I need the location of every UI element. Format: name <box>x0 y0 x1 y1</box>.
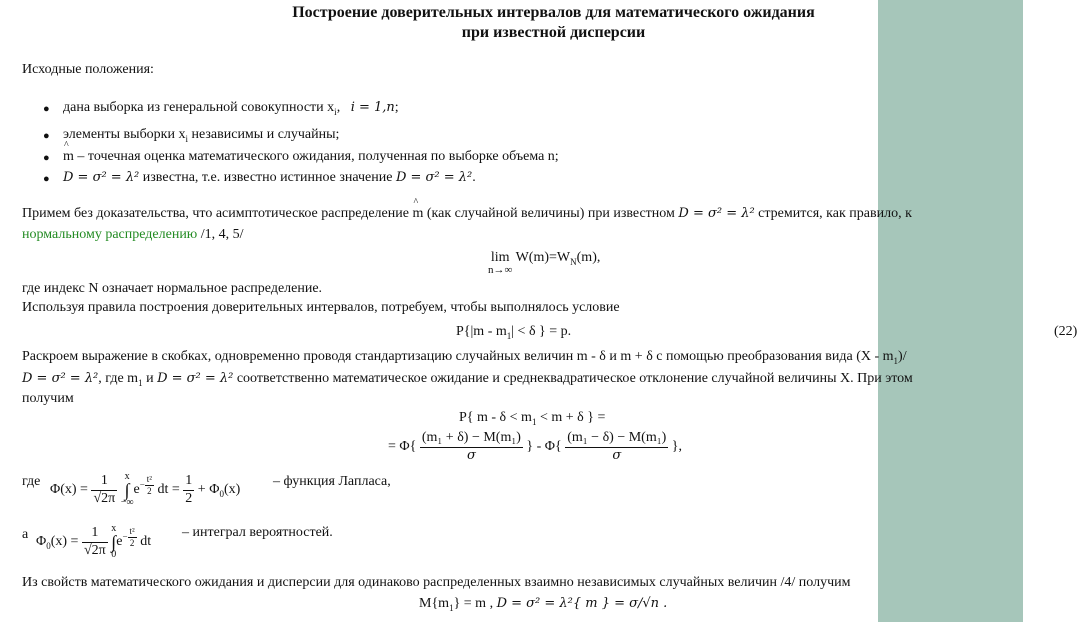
title-line-2: при известной дисперсии <box>461 24 646 41</box>
bullet-4 <box>63 170 476 187</box>
para2-post: с помощью преобразования вида (X - m <box>652 349 894 364</box>
pi-exp-num: t² <box>129 526 135 537</box>
bullet-4-text: известна, т.е. известно истинное значение <box>139 170 396 185</box>
lim-body: W(m)=W <box>515 250 571 265</box>
eq-p-row1-sub: 1 <box>531 416 537 427</box>
bullet-dot: ● <box>43 103 50 115</box>
limit-operator <box>488 250 512 277</box>
para2-l2-c: соответственно математическое ожидание и среднеквадратическое отклонение случайной величины X. При этом <box>233 371 913 386</box>
probability-integral-description: – интеграл вероятностей. <box>182 525 333 540</box>
properties-line: Из свойств математического ожидания и дисперсии для одинаково распределенных взаимно независимых случайных величин /4/ получим <box>22 575 851 590</box>
bullet-dot: ● <box>43 152 50 164</box>
where-label: где <box>22 474 41 489</box>
final-sub: 1 <box>449 602 454 613</box>
pi-exp-den: 2 <box>129 538 135 548</box>
para1-pre: Примем без доказательства, что асимптотическое распределение <box>22 206 413 221</box>
fraction-2 <box>565 430 668 463</box>
equation-22 <box>456 324 571 342</box>
laplace-plus-end: (x) <box>223 482 241 498</box>
pi-exp-sign: − <box>122 531 128 542</box>
pi-int-top: x <box>111 523 117 534</box>
half-num: 1 <box>183 473 194 491</box>
integral-sign: ∫ <box>124 480 130 500</box>
eq-p-row1: P{ m - δ < m <box>459 410 532 425</box>
bullet-1-sub: i <box>334 106 337 117</box>
para2-expr-b: m + δ <box>620 349 653 364</box>
para2-expr-a: m - δ <box>576 349 606 364</box>
paragraph-1-line-1 <box>22 206 912 223</box>
integral-sign: ∫ <box>111 532 117 552</box>
title-line-1: Построение доверительных интервалов для математического ожидания <box>292 4 815 21</box>
bullet-2-pre: элементы выборки x <box>63 127 186 142</box>
laplace-formula <box>50 472 240 508</box>
laplace-integral <box>121 472 134 508</box>
para1-formula: D = σ² = λ² <box>678 206 755 221</box>
eq-p-row1-end: < m + δ } = <box>536 410 606 425</box>
laplace-int-bot: −∞ <box>120 497 134 508</box>
laplace-lhs: Φ(x) = <box>50 482 88 498</box>
page-title <box>22 3 1085 43</box>
document-content <box>22 0 1082 622</box>
m-hat-symbol: ^ m <box>63 149 74 166</box>
paragraph-2-line-3: получим <box>22 391 74 406</box>
para2-l2-b: и <box>142 371 158 386</box>
para2-formula: D = σ² = λ² <box>22 371 99 386</box>
pi-coef-num: 1 <box>82 525 108 543</box>
pi-dt: dt <box>140 534 152 550</box>
intro-label: Исходные положения: <box>22 62 154 77</box>
bullet-2 <box>63 127 339 145</box>
m-hat-symbol: ^ m <box>412 206 423 223</box>
pi-exponent <box>122 526 136 549</box>
lim-text: lim <box>490 250 510 265</box>
laplace-dt: dt = <box>157 482 180 498</box>
laplace-plus-sub: 0 <box>219 489 224 500</box>
laplace-exp-den: 2 <box>147 486 152 496</box>
laplace-int-top: x <box>124 471 130 482</box>
eq22-rest: | < δ } = p. <box>511 324 572 339</box>
paragraph-2-line-2 <box>22 371 913 389</box>
pi-lhs-sub: 0 <box>46 541 51 552</box>
bullet-1-text: дана выборка из генеральной совокупности x <box>63 100 335 115</box>
condition-intro: Используя правила построения доверительных интервалов, потребуем, чтобы выполнялось условие <box>22 300 620 315</box>
para2-l2-sub: 1 <box>138 377 143 388</box>
bullet-1-formula: i = 1,n <box>350 100 395 115</box>
para2-and: и <box>605 349 621 364</box>
laplace-coef-num: 1 <box>91 473 117 491</box>
paragraph-2-line-1 <box>22 349 907 367</box>
para2-sub: 1 <box>893 355 899 366</box>
fraction-2-numerator: (m₁ − δ) − M(m₁) <box>565 430 668 448</box>
pi-coef <box>82 525 108 560</box>
para1-refs: /1, 4, 5/ <box>197 227 244 242</box>
laplace-description: – функция Лапласа, <box>273 474 391 489</box>
and-label: а <box>22 527 29 542</box>
bullet-4-formula: D = σ² = λ² <box>63 170 140 185</box>
half-frac <box>183 473 194 508</box>
equation-number: (22) <box>1054 324 1078 339</box>
final-mid: } = m , <box>453 596 494 611</box>
eq-p-mid: } - Φ{ <box>526 438 562 454</box>
index-note: где индекс N означает нормальное распределение. <box>22 281 323 296</box>
lim-sub: N <box>570 256 577 267</box>
final-text: M{m <box>419 596 450 611</box>
final-formula: D = σ² = λ²{ m } = σ/√n . <box>496 596 668 611</box>
lim-tail: (m), <box>576 250 601 265</box>
eq22-sub: 1 <box>506 330 512 341</box>
pi-lhs-end: (x) = <box>50 534 79 550</box>
paragraph-1-line-2 <box>22 227 244 244</box>
bullet-4-end: . <box>472 170 476 185</box>
laplace-coef-den: √2π <box>93 490 116 506</box>
bullet-3 <box>63 149 559 166</box>
para2-line1: Раскроем выражение в скобках, одновременно проводя стандартизацию случайных величин <box>22 349 577 364</box>
fraction-1-numerator: (m₁ + δ) − M(m₁) <box>420 430 523 448</box>
pi-lhs: Φ <box>36 534 47 550</box>
fraction-1 <box>420 430 523 463</box>
probability-integral-formula <box>36 524 151 560</box>
laplace-exponent <box>140 474 154 497</box>
normal-distribution-link[interactable]: нормальному распределению <box>22 227 198 242</box>
pi-exp-frac <box>128 526 137 549</box>
laplace-coef <box>91 473 117 508</box>
eq-p-end: }, <box>671 438 682 454</box>
laplace-e: e <box>133 482 140 498</box>
half-den: 2 <box>185 490 193 506</box>
probability-equation-row-1 <box>459 410 605 428</box>
bullet-2-sub: i <box>185 133 188 144</box>
bullet-dot: ● <box>43 173 50 185</box>
pi-coef-den: √2π <box>83 542 106 558</box>
para2-formula-2: D = σ² = λ² <box>157 371 234 386</box>
pi-e: e <box>116 534 123 550</box>
para2-l2-a: , где m <box>98 371 139 386</box>
limit-equation <box>488 250 600 277</box>
laplace-exp-num: t² <box>146 474 152 485</box>
laplace-exp-sign: − <box>139 479 145 490</box>
fraction-2-denominator: σ <box>612 447 622 463</box>
bullet-4-formula-2: D = σ² = λ² <box>395 170 473 185</box>
final-equation <box>419 596 667 614</box>
para2-end: )/ <box>898 349 907 364</box>
eq22-text: P{|m - m <box>456 324 507 339</box>
bullet-1: дана выборка из генеральной совокупности $x_i$, i = 1,n; <box>63 100 399 117</box>
eq-p-pre: = Φ{ <box>388 438 417 454</box>
fraction-1-denominator: σ <box>466 447 476 463</box>
bullet-dot: ● <box>43 130 50 142</box>
laplace-exp-frac <box>145 474 154 497</box>
laplace-plus: + Φ <box>197 482 220 498</box>
lim-subscript: n→∞ <box>488 263 513 276</box>
pi-int-bot: 0 <box>111 549 117 560</box>
para1-mid: (как случайной величины) при известном <box>423 206 679 221</box>
bullet-3-text: – точечная оценка математического ожидания, полученная по выборке объема n; <box>73 149 559 164</box>
probability-equation-row-2 <box>388 430 682 463</box>
bullet-2-post: независимы и случайны; <box>188 127 340 142</box>
para1-post: стремится, как правило, к <box>754 206 912 221</box>
